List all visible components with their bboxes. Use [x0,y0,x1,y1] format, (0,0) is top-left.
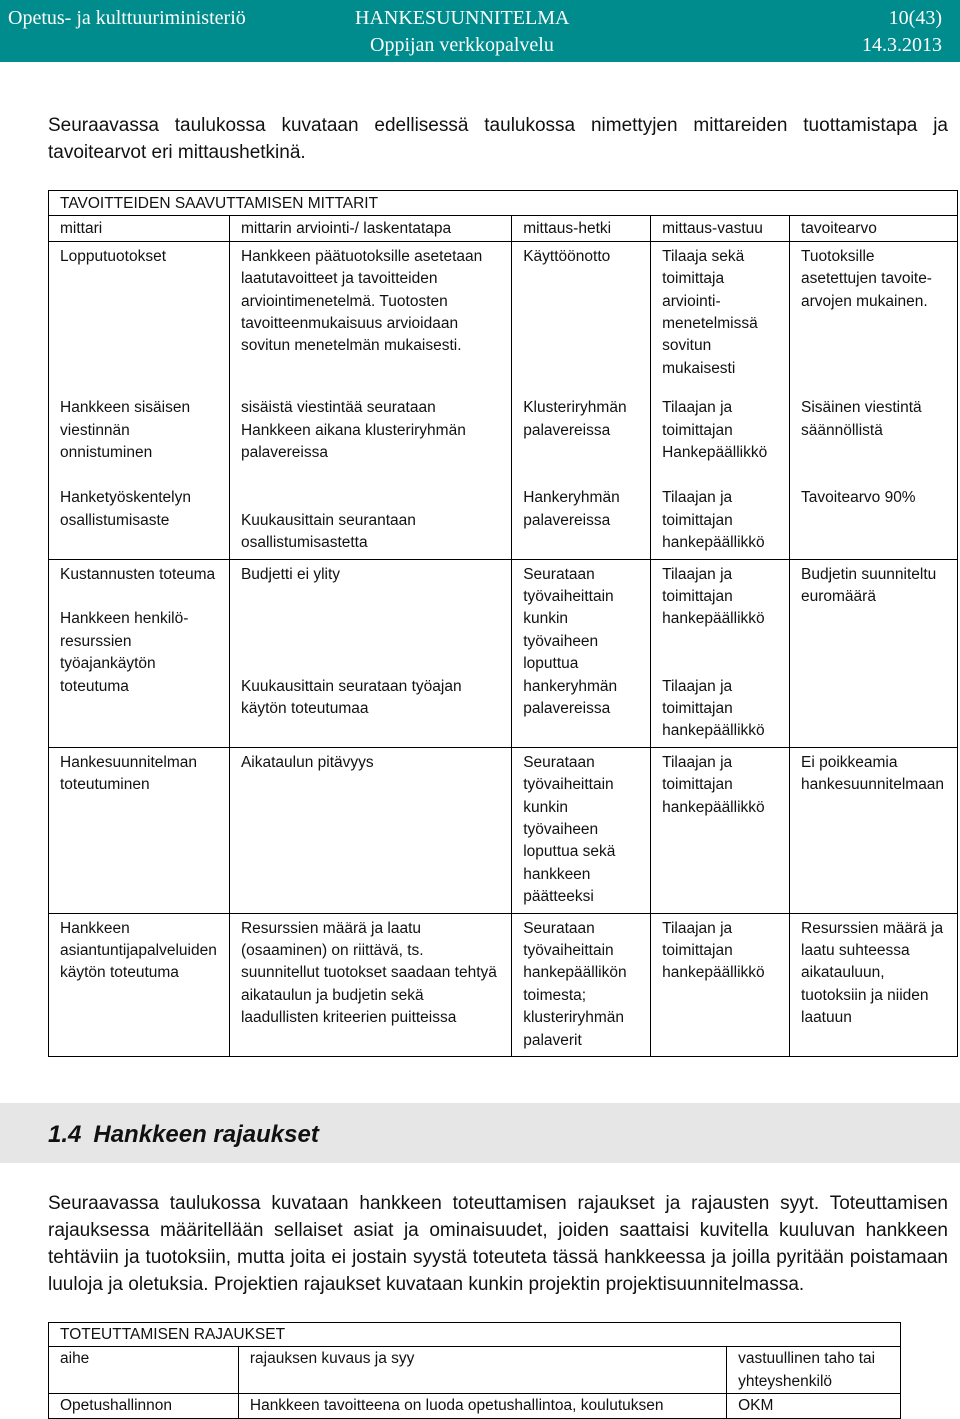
section-paragraph: Seuraavassa taulukossa kuvataan hankkeen toteuttamisen rajaukset ja rajausten syyt. Toteuttamisen rajauksessa määritellään sellaiset asiat ja ominaisuudet, joiden saattaisi kuvitella kuuluvan hankkeen tehtäviin ja tuotoksiin, mutta joita ei jostain syystä toteuteta tässä hankkeessa ja joilla pyritään poistamaan luuloja ja oletuksia. Projektien rajaukset kuvataan kunkin projektin projektisuunnitelmassa. [48,1193,948,1295]
table-cell: Hankesuunnitelman toteutuminen [49,747,230,913]
metrics-table-header-row [49,216,958,241]
table-cell: OKM [727,1394,901,1418]
table-cell: Budjetin suunniteltu euromäärä [790,559,958,747]
column-header: tavoitearvo [790,216,958,241]
table-cell: Tilaajan ja toimittajan hankepäällikkö [651,747,790,913]
table-cell: Tilaajan ja toimittajan hankepäällikkö Tilaajan ja toimittajan hankepäällikkö [651,559,790,747]
table-cell: Tilaaja sekä toimittaja arviointi- menetelmissä sovitun mukaisesti [651,241,790,393]
section-heading [48,1121,319,1149]
table-cell: Hankkeen tavoitteena on luoda opetushallintoa, koulutuksen [238,1394,726,1418]
column-header: mittaus-vastuu [651,216,790,241]
column-header: mittari [49,216,230,241]
header-doc-type: HANKESUUNNITELMA [355,7,570,29]
table-cell: Hankeryhmän palavereissa [512,483,651,559]
table-row [49,559,958,747]
column-header: mittarin arviointi-/ laskentatapa [229,216,511,241]
metrics-table-title: TAVOITTEIDEN SAAVUTTAMISEN MITTARIT [49,191,958,216]
table-cell: Hankkeen sisäisen viestinnän onnistuminen [49,393,230,483]
column-header: aihe [49,1347,239,1394]
table-row [49,241,958,393]
table-cell: Aikataulun pitävyys [229,747,511,913]
table-cell: Lopputuotokset [49,241,230,393]
table-row [49,913,958,1056]
table-cell: Hankkeen päätuotoksille asetetaan laatutavoitteet ja tavoitteiden arviointimenetelmä. Tuotosten tavoitteenmukaisuus arvioidaan sovitun menetelmän mukaisesti. [229,241,511,393]
limits-table [48,1322,901,1419]
header-project: Oppijan verkkopalvelu [370,34,554,56]
table-cell: Seurataan työvaiheittain kunkin työvaiheen loputtua hankeryhmän palavereissa [512,559,651,747]
table-cell: Tilaajan ja toimittajan Hankepäällikkö [651,393,790,483]
metrics-table [48,190,958,1057]
table-cell: Käyttöönotto [512,241,651,393]
table-cell: Tilaajan ja toimittajan hankepäällikkö [651,913,790,1056]
table-row [49,747,958,913]
table-cell: Tuotoksille asetettujen tavoite- arvojen mukainen. [790,241,958,393]
section-title: Hankkeen rajaukset [93,1121,319,1148]
table-row [49,1394,901,1418]
header-page-number: 10(43) [888,7,942,29]
table-cell: Hanketyöskentelyn osallistumisaste [49,483,230,559]
table-cell: Budjetti ei ylity Kuukausittain seurataan työajan käytön toteutumaa [229,559,511,747]
header-date: 14.3.2013 [862,34,942,56]
table-cell: Sisäinen viestintä säännöllistä [790,393,958,483]
table-cell: Kustannusten toteuma Hankkeen henkilö- resurssien työajankäytön toteutuma [49,559,230,747]
page-header-row-1 [0,4,960,32]
page-header-row-2 [0,31,960,59]
table-cell: Hankkeen asiantuntijapalveluiden käytön toteutuma [49,913,230,1056]
section-number: 1.4 [48,1121,82,1148]
table-cell: Ei poikkeamia hankesuunnitelmaan [790,747,958,913]
table-cell: Resurssien määrä ja laatu (osaaminen) on riittävä, ts. suunnitellut tuotokset saadaan tehtyä aikataulun ja budjetin sekä laadullisten kriteerien puitteissa [229,913,511,1056]
table-row [49,483,958,559]
table-cell: Klusteriryhmän palavereissa [512,393,651,483]
column-header: rajauksen kuvaus ja syy [238,1347,726,1394]
limits-table-title: TOTEUTTAMISEN RAJAUKSET [49,1323,901,1347]
header-ministry: Opetus- ja kulttuuriministeriö [8,7,246,29]
table-cell: Tilaajan ja toimittajan hankepäällikkö [651,483,790,559]
table-cell: sisäistä viestintää seurataan Hankkeen aikana klusteriryhmän palavereissa [229,393,511,483]
limits-table-header-row [49,1347,901,1394]
column-header: mittaus-hetki [512,216,651,241]
intro-paragraph: Seuraavassa taulukossa kuvataan edellisessä taulukossa nimettyjen mittareiden tuottamistapa ja tavoitearvot eri mittaushetkinä. [48,115,948,163]
table-cell: Tavoitearvo 90% [790,483,958,559]
table-cell: Seurataan työvaiheittain hankepäällikön toimesta; klusteriryhmän palaverit [512,913,651,1056]
table-cell: Kuukausittain seurantaan osallistumisastetta [229,483,511,559]
metrics-table-title-row [49,191,958,216]
table-row [49,393,958,483]
table-cell: Resurssien määrä ja laatu suhteessa aikatauluun, tuotoksiin ja niiden laatuun [790,913,958,1056]
limits-table-title-row [49,1323,901,1347]
column-header: vastuullinen taho tai yhteyshenkilö [727,1347,901,1394]
table-cell: Seurataan työvaiheittain kunkin työvaiheen loputtua sekä hankkeen päätteeksi [512,747,651,913]
table-cell: Opetushallinnon [49,1394,239,1418]
